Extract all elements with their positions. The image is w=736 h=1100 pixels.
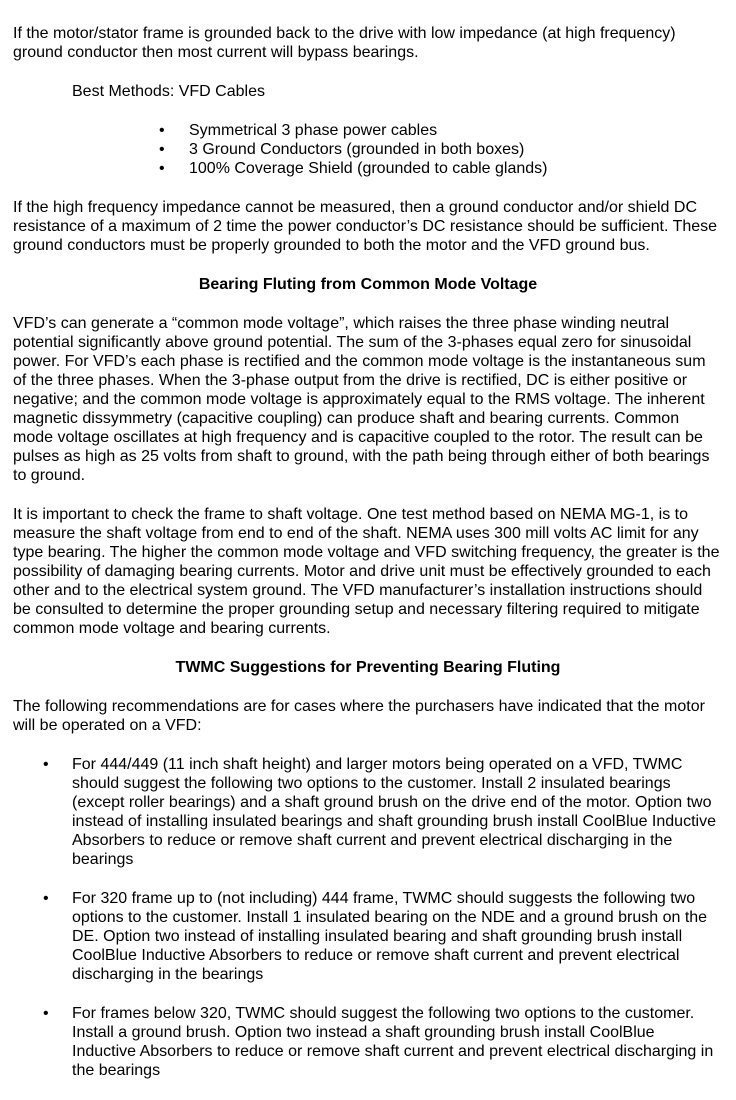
bullet-icon: • [43, 1005, 49, 1022]
bullet-icon: • [159, 160, 165, 177]
list-item [13, 121, 723, 140]
recommendations-intro: The following recommendations are for cases where the purchasers have indicated that the motor will be operated on a VFD: [13, 698, 705, 734]
list-item-text: For 320 frame up to (not including) 444 frame, TWMC should suggests the following two options to the customer. Install 1 insulated bearing on the NDE and a ground brush on the DE. Option two instead of installing insulated bearing and shaft grounding brush install CoolBlue Inductive Absorbers to reduce or remove shaft current and prevent electrical discharging in the bearings [72, 890, 708, 983]
common-mode-paragraph: VFD’s can generate a “common mode voltage”, which raises the three phase winding neutral potential significantly above ground potential. The sum of the 3-phases equal zero for sinusoidal power. For VFD’s each phase is rectified and the common mode voltage is the instantaneous sum of the three phases. When the 3-phase output from the drive is rectified, DC is either positive or negative; and the common mode voltage is approximately equal to the RMS voltage. The inherent magnetic dissymmetry (capacitive coupling) can produce shaft and bearing currents. Common mode voltage oscillates at high frequency and is capacitive coupled to the rotor. The result can be pulses as high as 25 volts from shaft to ground, with the path being through either of both bearings to ground. [13, 315, 710, 484]
section-heading-common-mode: Bearing Fluting from Common Mode Voltage [198, 276, 538, 293]
recommendations-list [13, 755, 723, 1080]
document-page [13, 0, 723, 1100]
intro-paragraph: If the motor/stator frame is grounded back to the drive with low impedance (at high frequency) ground conductor then most current will bypass bearings. [13, 25, 676, 61]
frame-shaft-voltage-paragraph: It is important to check the frame to shaft voltage. One test method based on NEMA MG-1, is to measure the shaft voltage from end to end of the shaft. NEMA uses 300 mill volts AC limit for any type bearing. The higher the common mode voltage and VFD switching frequency, the greater is the possibility of damaging bearing currents. Motor and drive unit must be effectively grounded to each other and to the electrical system ground. The VFD manufacturer’s installation instructions should be consulted to determine the proper grounding setup and necessary filtering required to mitigate common mode voltage and bearing currents. [13, 506, 720, 637]
impedance-paragraph: If the high frequency impedance cannot be measured, then a ground conductor and/or shield DC resistance of a maximum of 2 time the power conductor’s DC resistance should be sufficient. These ground conductors must be properly grounded to both the motor and the VFD ground bus. [13, 199, 718, 254]
section-heading-twmc-suggestions: TWMC Suggestions for Preventing Bearing Fluting [175, 659, 561, 676]
list-item-text: 3 Ground Conductors (grounded in both boxes) [189, 141, 525, 158]
bullet-icon: • [159, 141, 165, 158]
best-methods-heading: Best Methods: VFD Cables [72, 83, 265, 100]
list-item-text: 100% Coverage Shield (grounded to cable glands) [189, 160, 548, 177]
list-item [13, 755, 723, 869]
list-item [13, 140, 723, 159]
bullet-icon: • [43, 890, 49, 907]
list-item [13, 159, 723, 178]
list-item [13, 889, 723, 984]
bullet-icon: • [43, 756, 49, 773]
bullet-icon: • [159, 122, 165, 139]
list-item-text: Symmetrical 3 phase power cables [189, 122, 438, 139]
list-item-text: For 444/449 (11 inch shaft height) and larger motors being operated on a VFD, TWMC should suggest the following two options to the customer. Install 2 insulated bearings (except roller bearings) and a shaft ground brush on the drive end of the motor. Option two instead of installing insulated bearings and shaft grounding brush install CoolBlue Inductive Absorbers to reduce or remove shaft current and prevent electrical discharging in the bearings [72, 756, 716, 868]
best-methods-list [13, 121, 723, 178]
list-item-text: For frames below 320, TWMC should suggest the following two options to the customer. Install a ground brush. Option two instead a shaft grounding brush install CoolBlue Inductive Absorbers to reduce or remove shaft current and prevent electrical discharging in the bearings [72, 1005, 714, 1079]
